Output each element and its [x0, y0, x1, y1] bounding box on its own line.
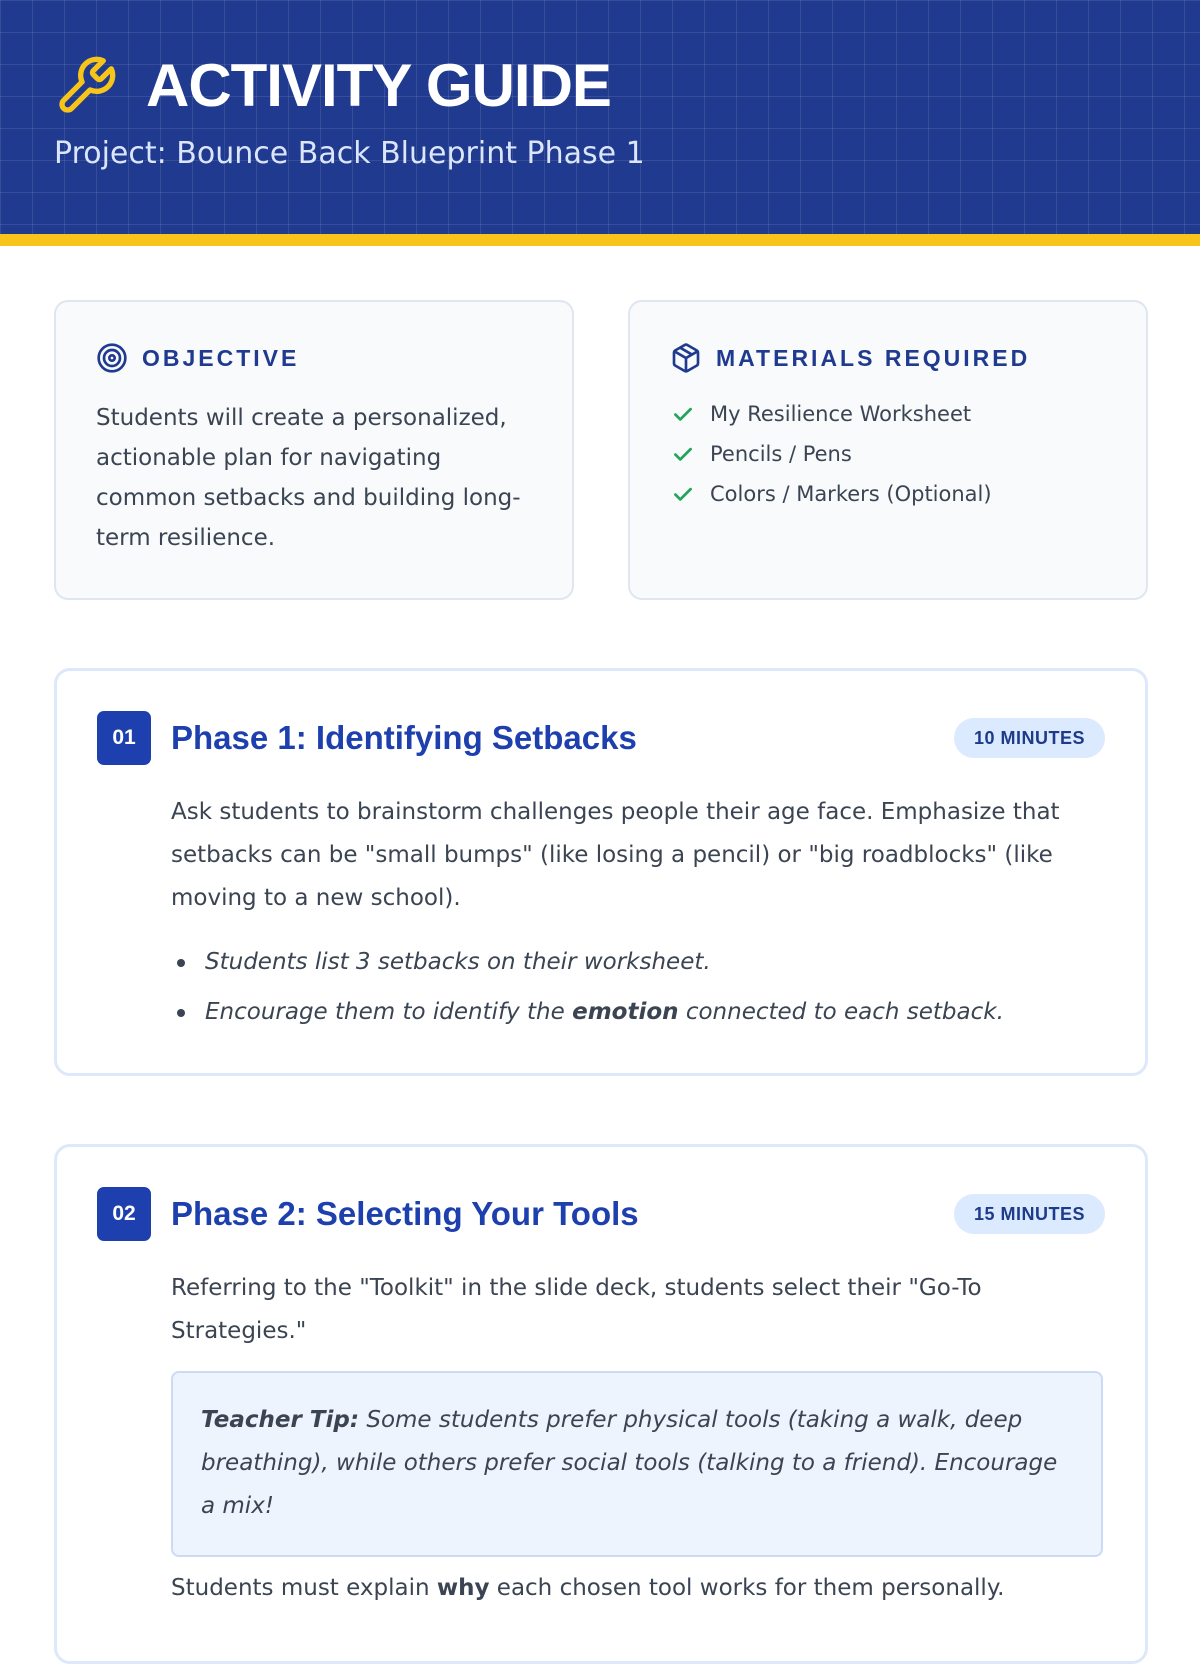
- check-icon: [670, 441, 696, 467]
- tip-text: Some students prefer physical tools (taking a walk, deep breathing), while others prefer social tools (talking to a friend). Encourage a mix!: [201, 1407, 1058, 1519]
- phase-1-card: [54, 668, 1148, 1076]
- target-icon: [96, 342, 128, 374]
- list-item: [670, 474, 992, 514]
- footer-emphasis: why: [436, 1575, 490, 1601]
- material-item: Colors / Markers (Optional): [710, 482, 992, 506]
- footer-post: each chosen tool works for them personally.: [489, 1575, 1005, 1601]
- bullet-text-post: connected to each setback.: [678, 999, 1004, 1025]
- phase-number: 02: [97, 1187, 151, 1241]
- material-item: My Resilience Worksheet: [710, 402, 972, 426]
- bullet-dot: [177, 959, 185, 967]
- materials-list: [670, 394, 992, 514]
- teacher-tip-box: [171, 1371, 1103, 1557]
- objective-card: [54, 300, 574, 600]
- bullet-emphasis: emotion: [572, 999, 679, 1025]
- wrench-icon: [54, 54, 118, 118]
- phase-title: Phase 1: Identifying Setbacks: [171, 719, 637, 756]
- objective-text: Students will create a personalized, actionable plan for navigating common setbacks and building long-term resilience.: [96, 405, 521, 551]
- page-header: [0, 0, 1200, 246]
- materials-heading: [670, 342, 1030, 374]
- materials-label: MATERIALS REQUIRED: [716, 344, 1031, 371]
- phase-description: Referring to the "Toolkit" in the slide deck, students select their "Go-To Strategies.": [171, 1275, 982, 1344]
- phase-description: Ask students to brainstorm challenges people their age face. Emphasize that setbacks can be "small bumps" (like losing a pencil) or "big roadblocks" (like moving to a new school).: [171, 799, 1060, 911]
- header-title-row: [54, 52, 611, 120]
- footer-pre: Students must explain: [171, 1575, 437, 1601]
- list-item: [670, 434, 992, 474]
- duration-badge: 10 MINUTES: [954, 718, 1105, 758]
- objective-label: OBJECTIVE: [142, 344, 300, 371]
- bullet-text-pre: Encourage them to identify the: [205, 999, 573, 1025]
- list-item: [171, 937, 1091, 987]
- phase-2-card: [54, 1144, 1148, 1664]
- check-icon: [670, 481, 696, 507]
- material-item: Pencils / Pens: [710, 442, 852, 466]
- check-icon: [670, 401, 696, 427]
- bullet-text: Students list 3 setbacks on their worksheet.: [205, 949, 711, 975]
- phase-number: 01: [97, 711, 151, 765]
- duration-badge: 15 MINUTES: [954, 1194, 1105, 1234]
- tip-label: Teacher Tip:: [201, 1407, 360, 1433]
- page-title: ACTIVITY GUIDE: [146, 52, 611, 119]
- bullet-dot: [177, 1009, 185, 1017]
- phase-title: Phase 2: Selecting Your Tools: [171, 1195, 639, 1232]
- objective-heading: [96, 342, 299, 374]
- list-item: [171, 987, 1091, 1037]
- box-icon: [670, 342, 702, 374]
- list-item: [670, 394, 992, 434]
- phase-footer-text: [171, 1567, 1101, 1610]
- materials-card: [628, 300, 1148, 600]
- project-subtitle: Project: Bounce Back Blueprint Phase 1: [54, 136, 645, 171]
- phase-bullets: [171, 937, 1091, 1037]
